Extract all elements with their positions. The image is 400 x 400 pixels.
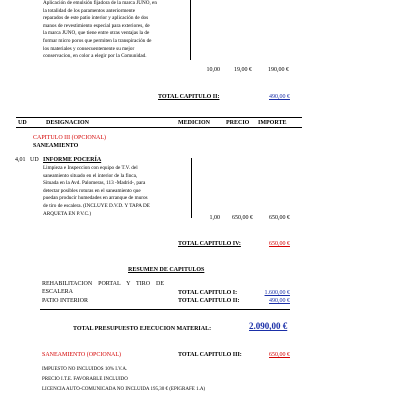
summary-row2-label: TOTAL CAPITULO II: bbox=[178, 298, 240, 304]
desc-line: la marca JUNO, que tiene entre otras ventajas la de bbox=[43, 30, 150, 37]
optional-value: 650,00 € bbox=[269, 352, 290, 358]
desc-line: Limpieza e Inspeccion con equipo de T.V. del bbox=[43, 165, 138, 171]
item-code: 4,01 bbox=[15, 157, 26, 163]
item-amount: 650,00 € bbox=[269, 215, 290, 221]
chapter-total-value: 650,00 € bbox=[269, 241, 290, 247]
desc-line: formar micro poros que permiten la transpiración de bbox=[43, 37, 152, 44]
desc-line: detectar posibles roturas en el saneamiento que bbox=[43, 187, 141, 194]
page1-qty: 10,00 bbox=[206, 67, 220, 73]
summary-row1-label: TOTAL CAPITULO I: bbox=[178, 290, 238, 296]
optional-name: SANEAMIENTO (OPCIONAL) bbox=[42, 352, 122, 358]
grand-total-label: TOTAL PRESUPUESTO EJECUCION MATERIAL: bbox=[73, 326, 212, 332]
header-importe: IMPORTE bbox=[258, 120, 287, 126]
item-title: INFORME POCERÍA bbox=[43, 157, 102, 163]
footnote: IMPUESTO NO INCLUIDOS 10% I.V.A. bbox=[42, 367, 128, 372]
page1-total-value: 490,00 € bbox=[269, 94, 290, 100]
desc-line: reparados de este patio interior y aplicación de dos bbox=[43, 15, 149, 22]
header-ud: UD bbox=[18, 120, 27, 126]
chapter-title: CAPITULO III (OPCIONAL) bbox=[33, 135, 106, 141]
desc-line: conservacion, en color a elegir por la Comunidad. bbox=[43, 53, 147, 60]
desc-line: manos de revestimiento especial para exteriores, de bbox=[43, 22, 150, 29]
summary-row1-value: 1.600,00 € bbox=[264, 290, 290, 296]
summary-rule bbox=[40, 309, 290, 310]
summary-row2-value: 490,00 € bbox=[269, 298, 290, 304]
header-precio: PRECIO bbox=[226, 120, 250, 126]
desc-line: Situada en la Avd. Palomeras, 113 -Madrid-, para bbox=[43, 180, 146, 187]
item-description bbox=[43, 165, 189, 218]
desc-line: Aplicación de emulsión fijadora de la marca JUNO, en bbox=[43, 0, 157, 6]
summary-row1-line1: REHABILITACION PORTAL Y TIRO DE bbox=[42, 281, 164, 287]
item-qty: 1,00 bbox=[209, 215, 220, 221]
desc-line: ARQUETA EN P.V.C.) bbox=[43, 210, 92, 217]
page1-amount: 190,00 € bbox=[268, 67, 289, 73]
header-medicion: MEDICION bbox=[178, 120, 211, 126]
desc-line: los materiales y consecuentemente su mejor bbox=[43, 45, 135, 52]
item-price: 650,00 € bbox=[232, 215, 253, 221]
desc-line: saneamiento situado en el interior de la finca, bbox=[43, 172, 138, 179]
summary-row1-line2: ESCALERA bbox=[42, 289, 74, 295]
desc-line: puedan producir humedades en arranque de muros bbox=[43, 195, 148, 202]
footnote: PRECIO I.T.E. FAVORABLE INCLUIDO bbox=[42, 377, 128, 382]
optional-label: TOTAL CAPITULO III: bbox=[178, 352, 242, 358]
summary-heading: RESUMEN DE CAPITULOS bbox=[128, 267, 205, 273]
item-description-border bbox=[191, 158, 192, 218]
header-designacion: DESIGNACION bbox=[46, 120, 90, 126]
summary-row2-name: PATIO INTERIOR bbox=[42, 298, 88, 304]
page1-price: 19,00 € bbox=[234, 67, 252, 73]
summary-row1-name bbox=[42, 280, 164, 296]
page1-description bbox=[43, 0, 185, 61]
chapter-total-label: TOTAL CAPITULO IV: bbox=[178, 241, 241, 247]
desc-line: de tiro de escalera. (INCLUYE D.V.D. Y TAPA DE bbox=[43, 202, 150, 209]
description-border bbox=[190, 0, 191, 60]
item-unit: UD bbox=[30, 157, 39, 163]
header-rule-top bbox=[16, 117, 302, 118]
desc-line: la totalidad de los paramentos anteriormente bbox=[43, 7, 136, 14]
chapter-subtitle: SANEAMIENTO bbox=[33, 143, 79, 149]
header-rule-bottom bbox=[16, 127, 302, 128]
page1-total-label: TOTAL CAPITULO II: bbox=[158, 94, 220, 100]
grand-total-value: 2.090,00 € bbox=[249, 321, 288, 331]
footnote: LICENCIA AUTO-COMUNICADA NO INCLUIDA 195,30 € (EPIGRAFE 1.A) bbox=[42, 387, 206, 392]
